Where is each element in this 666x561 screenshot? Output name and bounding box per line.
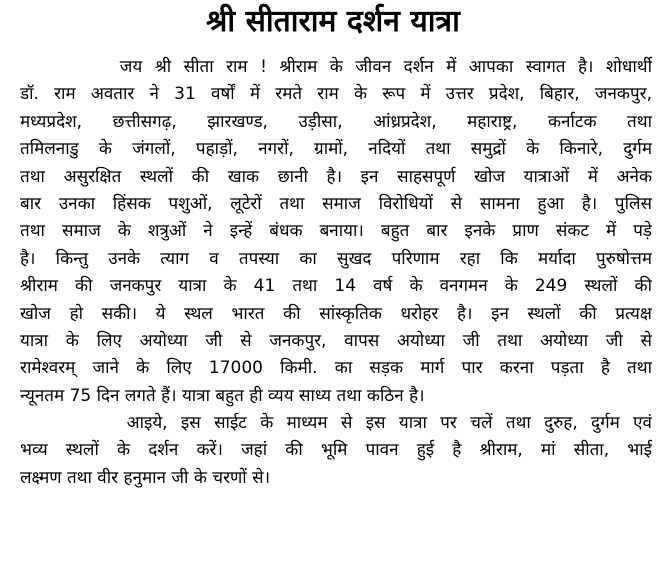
text-line: है। किन्तु उनके त्याग व तपस्या का सुखद परिणाम रहा कि मर्यादा पुरुषोत्तम xyxy=(20,248,652,269)
text-line: श्रीराम की जनकपुर यात्रा के 41 तथा 14 वर्ष के वनगमन के 249 स्थलों की xyxy=(20,276,652,297)
text-line: डॉ. राम अवतार ने 31 वर्षों में रमते राम के रूप में उत्तर प्रदेश, बिहार, जनकपुर, xyxy=(20,84,652,105)
text-line: जय श्री सीता राम ! श्रीराम के जीवन दर्शन में आपका स्वागत है। शोधार्थी xyxy=(20,57,652,77)
text-line: तमिलनाडु के जंगलों, पहाड़ों, नगरों, ग्रामों, नदियों तथा समुद्रों के किनारे, दुर्गम xyxy=(20,139,652,160)
text-line: भव्य स्थलों के दर्शन करें। जहां की भूमि पावन हुई है श्रीराम, मां सीता, भाई xyxy=(20,440,652,461)
text-line: तथा असुरक्षित स्थलों की खाक छानी है। इन साहसपूर्ण खोज यात्राओं में अनेक xyxy=(20,166,652,187)
text-line: मध्यप्रदेश, छत्तीसगढ़, झारखण्ड, उड़ीसा, आंध्रप्रदेश, महाराष्ट्र, कर्नाटक तथा xyxy=(20,111,652,132)
text-line: रामेश्वरम् जाने के लिए 17000 किमी. का सड़क मार्ग पार करना पड़ता है तथा xyxy=(20,358,652,379)
text-line: खोज हो सकी। ये स्थल भारत की सांस्कृतिक धरोहर है। इन स्थलों की प्रत्यक्ष xyxy=(20,303,652,324)
body-text xyxy=(20,54,652,492)
text-line: न्यूनतम 75 दिन लगते हैं। यात्रा बहुत ही व्यय साध्य तथा कठिन है। xyxy=(20,385,425,406)
text-line: आइये, इस साईट के माध्यम से इस यात्रा पर चलें तथा दुरुह, दुर्गम एवं xyxy=(20,413,652,434)
text-line: बार उनका हिंसक पशुओं, लूटेरों तथा समाज विरोधियों से सामना हुआ है। पुलिस xyxy=(20,193,652,214)
text-line: यात्रा के लिए अयोध्या जी से जनकपुर, वापस अयोध्या जी तथा अयोध्या जी से xyxy=(20,330,652,351)
text-line: लक्ष्मण तथा वीर हनुमान जी के चरणों से। xyxy=(20,467,271,488)
text-line: तथा समाज के शत्रुओं ने इन्हें बंधक बनाया। बहुत बार इनके प्राण संकट में पड़े xyxy=(20,221,652,242)
page-title: श्री सीताराम दर्शन यात्रा xyxy=(206,4,460,39)
